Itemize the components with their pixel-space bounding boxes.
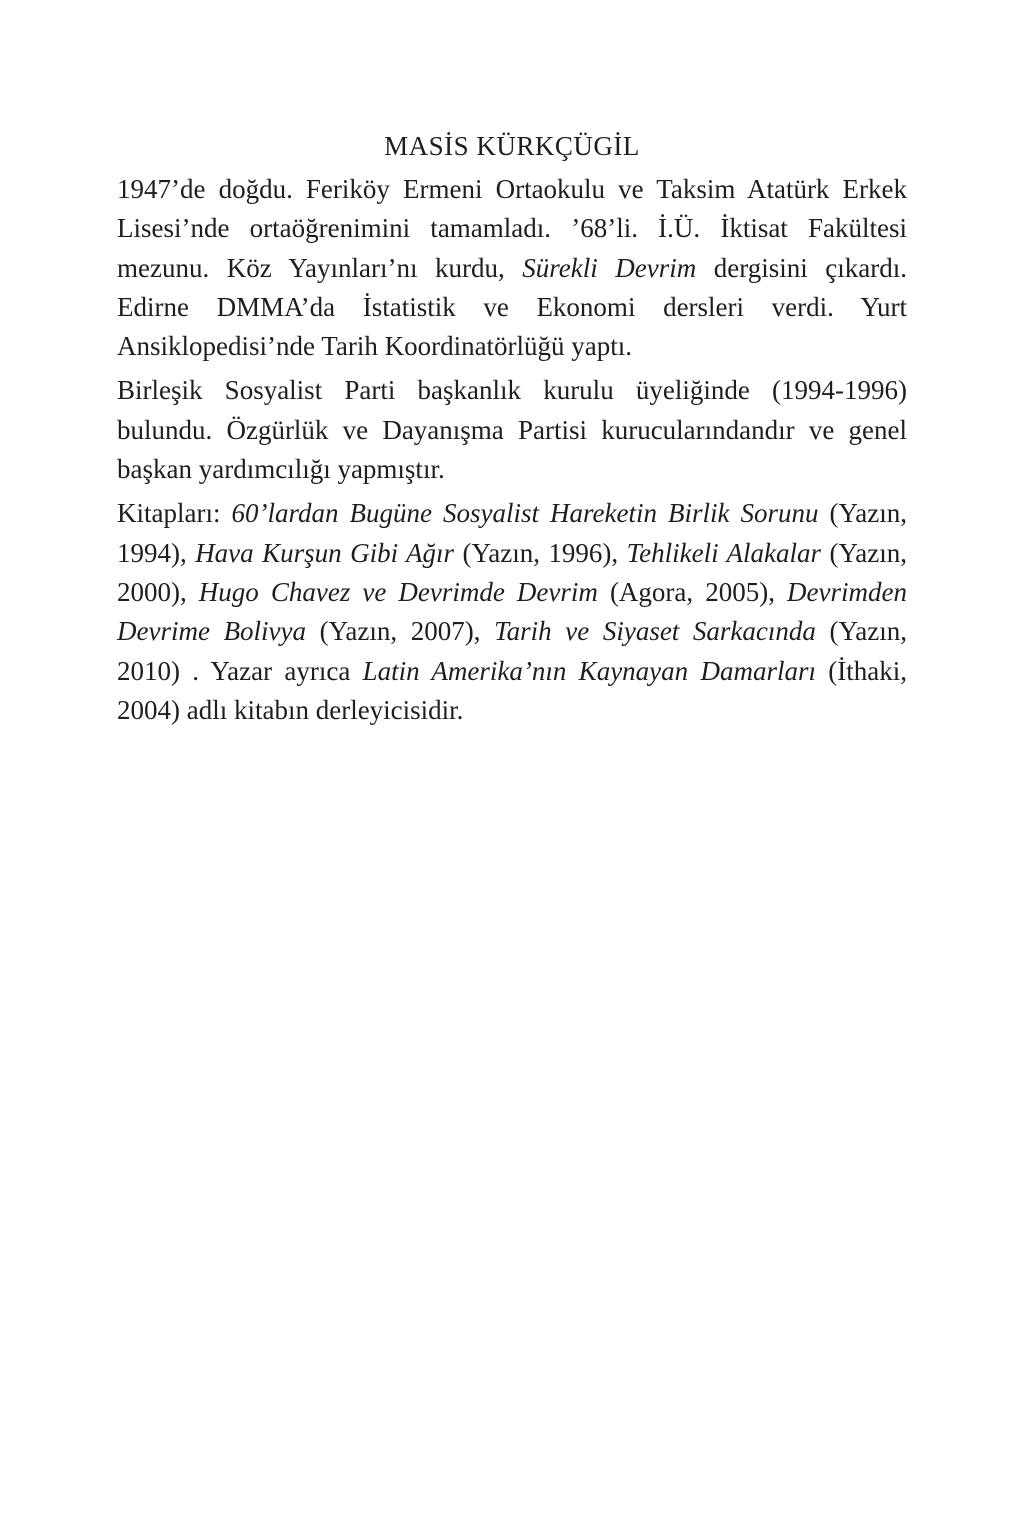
book-info: (Yazın, 2010) . Yazar ayrıca <box>117 616 908 686</box>
book-title: Tehlikeli Alakalar <box>626 537 822 568</box>
books-paragraph <box>117 494 907 730</box>
book-title: Devrimden Devrime Bolivya <box>117 576 907 647</box>
book-page <box>117 124 907 730</box>
bio-paragraph-2: Birleşik Sosyalist Parti başkanlık kurulu üyeliğinde (1994-1996) bulundu. Özgürlük ve Dayanışma Partisi kurucularındandır ve genel başkan yardımcılığı yapmıştır. <box>117 375 907 485</box>
book-info: (Yazın, 1994), <box>117 498 908 568</box>
book-info: (Yazın, 2000), <box>117 537 907 607</box>
bio-paragraph-1 <box>117 170 907 366</box>
book-title: Hugo Chavez ve Devrimde Devrim <box>198 576 598 607</box>
book-title: Tarih ve Siyaset Sarkacında <box>494 616 816 647</box>
books-label: Kitapları: <box>117 498 232 529</box>
book-title: Hava Kurşun Gibi Ağır <box>195 537 455 568</box>
book-info: (Yazın, 2007), <box>306 616 495 647</box>
bio-text: dergisini çıkardı. Edirne DMMA’da İstatistik ve Ekonomi dersleri verdi. Yurt Ansiklopedisi’nde Tarih Koordinatörlüğü yaptı. <box>117 252 907 362</box>
book-info: (İthaki, 2004) adlı kitabın derleyicisidir. <box>117 655 907 725</box>
book-title: 60’lardan Bugüne Sosyalist Hareketin Birlik Sorunu <box>231 498 819 529</box>
book-info: (Agora, 2005), <box>597 576 788 607</box>
book-info: (Yazın, 1996), <box>454 537 627 568</box>
book-title: Latin Amerika’nın Kaynayan Damarları <box>362 655 816 686</box>
magazine-title: Sürekli Devrim <box>522 252 697 283</box>
author-name: MASİS KÜRKÇÜGİL <box>384 131 640 161</box>
bio-text: 1947’de doğdu. Feriköy Ermeni Ortaokulu ve Taksim Atatürk Erkek Lisesi’nde ortaöğrenimini tamamladı. ’68’li. İ.Ü. İktisat Fakültesi mezunu. Köz Yayınları’nı kurdu, <box>117 174 907 283</box>
